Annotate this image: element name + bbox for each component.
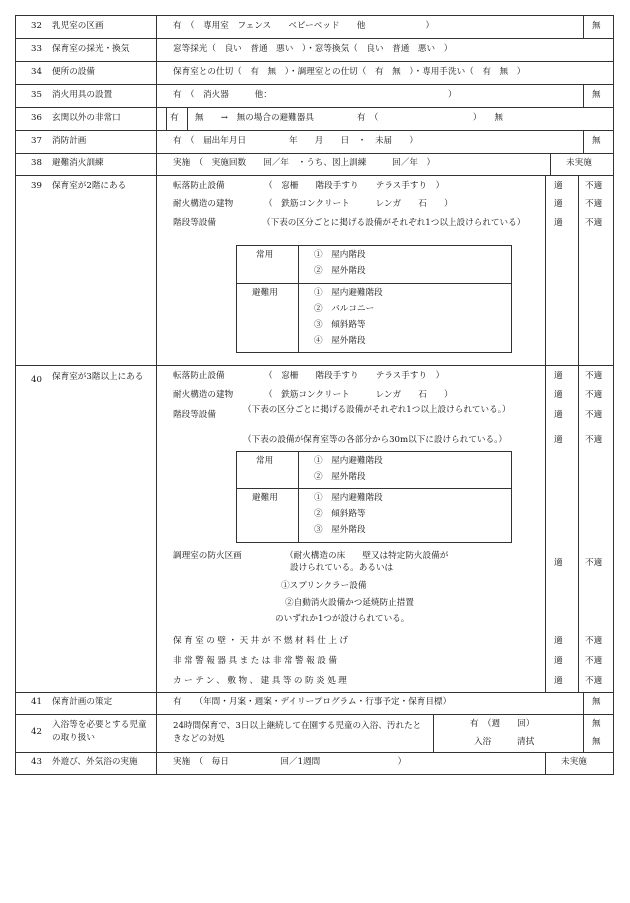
option-no-detail: 無 → 無の場合の避難器具 有 （ ） 無: [195, 113, 503, 123]
row-label: 保育室が3階以上にある: [52, 372, 144, 382]
stair-item: ② バルコニー: [314, 304, 375, 314]
item-detail: （ 窓柵 階段手すり テラス手すり ）: [264, 181, 445, 191]
cook-label: 調理室の防火区画: [173, 551, 242, 561]
item-name: 耐火構造の建物: [173, 199, 234, 209]
result-none: 無: [592, 697, 601, 707]
extra-item: 非常警報器具または非常警報設備: [173, 656, 340, 666]
stair-item: ④ 屋外階段: [314, 336, 366, 346]
item-detail: （ 鉄筋コンクリート レンガ 石 ）: [264, 199, 453, 209]
cook-line: ①スプリンクラー設備: [281, 581, 367, 591]
stair-item: ② 屋外階段: [314, 472, 366, 482]
row-label: 避難消火訓練: [52, 158, 104, 168]
distance-note: （下表の設備が保育室等の各部分から30m以下に設けられている。）: [243, 435, 508, 445]
ok-mark: 適: [554, 656, 563, 666]
row-number: 33: [31, 44, 42, 54]
bath-frequency: 有 （週 回）: [470, 719, 535, 729]
ng-mark: 不適: [585, 199, 603, 209]
ok-mark: 適: [554, 371, 563, 381]
row-label: 消火用具の設置: [52, 90, 113, 100]
row-label: 入浴等を必要とする児童の取り扱い: [52, 720, 147, 743]
ok-mark: 適: [554, 435, 563, 445]
ok-mark: 適: [554, 636, 563, 646]
ng-mark: 不適: [585, 676, 603, 686]
cook-line: （耐火構造の床 壁又は特定防火設備が: [285, 551, 449, 561]
result-not-done: 未実施: [561, 757, 587, 767]
bath-method: 入浴 清拭: [474, 737, 535, 747]
ng-mark: 不適: [585, 656, 603, 666]
row-label: 保育室が2階にある: [52, 181, 127, 191]
result-none: 無: [592, 21, 601, 31]
row-number: 39: [31, 181, 42, 191]
frame-left: [15, 15, 16, 774]
row-label: 保育室の採光・換気: [52, 44, 130, 54]
stair-item: ③ 屋外階段: [314, 525, 366, 535]
row-number: 32: [31, 21, 42, 31]
item-name: 耐火構造の建物: [173, 390, 234, 400]
ok-mark: 適: [554, 676, 563, 686]
category-label: 避難用: [252, 288, 278, 298]
row-label: 乳児室の区画: [52, 21, 104, 31]
row-content: 実施 （ 実施回数 回／年 ・うち、図上訓練 回／年 ）: [173, 158, 436, 168]
row-number: 35: [31, 90, 42, 100]
ng-mark: 不適: [585, 218, 603, 228]
item-name: 階段等設備: [173, 218, 216, 228]
ng-mark: 不適: [585, 390, 603, 400]
option-yes: 有: [170, 113, 179, 123]
stair-item: ① 屋内避難階段: [314, 493, 383, 503]
row-number: 43: [31, 757, 42, 767]
row-number: 41: [31, 697, 42, 707]
ok-mark: 適: [554, 199, 563, 209]
stair-item: ② 傾斜路等: [314, 509, 366, 519]
item-name: 階段等設備: [173, 410, 216, 420]
ng-mark: 不適: [585, 435, 603, 445]
row-number: 40: [31, 375, 42, 385]
row-label: 保育計画の策定: [52, 697, 113, 707]
extra-item: カーテン、敷物、建具等の防炎処理: [173, 676, 350, 686]
row-number: 36: [31, 113, 42, 123]
category-label: 避難用: [252, 493, 278, 503]
item-detail: （下表の区分ごとに掲げる設備がそれぞれ1つ以上設けられている）: [262, 218, 526, 228]
ok-mark: 適: [554, 410, 563, 420]
frame-right: [613, 15, 614, 774]
stair-item: ③ 傾斜路等: [314, 320, 366, 330]
result-none: 無: [592, 90, 601, 100]
ng-mark: 不適: [585, 181, 603, 191]
ok-mark: 適: [554, 181, 563, 191]
ng-mark: 不適: [585, 410, 603, 420]
item-name: 転落防止設備: [173, 181, 225, 191]
stair-item: ① 屋内避難階段: [314, 288, 383, 298]
ng-mark: 不適: [585, 636, 603, 646]
result-none: 無: [592, 719, 601, 729]
row-number: 38: [31, 158, 42, 168]
item-detail: （下表の区分ごとに掲げる設備がそれぞれ1つ以上設けられている。）: [243, 405, 511, 415]
row-content: 実施 （ 毎日 回／1週間 ）: [173, 757, 407, 767]
row-content: 保育室との仕切（ 有 無 ）・調理室との仕切（ 有 無 ）・専用手洗い（ 有 無 ）: [173, 67, 526, 77]
item-detail: （ 窓柵 階段手すり テラス手すり ）: [264, 371, 445, 381]
stair-table: [236, 245, 512, 353]
category-label: 常用: [256, 456, 274, 466]
stair-item: ① 屋内階段: [314, 250, 366, 260]
stair-item: ① 屋内避難階段: [314, 456, 383, 466]
category-label: 常用: [256, 250, 274, 260]
result-none: 無: [592, 737, 601, 747]
row-label: 消防計画: [52, 136, 87, 146]
extra-item: 保育室の壁・天井が不燃材料仕上げ: [173, 636, 351, 646]
row-label: 便所の設備: [52, 67, 95, 77]
cook-line: のいずれか1つが設けられている。: [275, 614, 410, 624]
row-content: 有 （ 消火器 他： ）: [173, 90, 457, 100]
row-content: 24時間保育で、3日以上継続して在園する児童の入浴、汚れたときなどの対処: [173, 721, 422, 744]
ok-mark: 適: [554, 558, 563, 568]
result-not-done: 未実施: [566, 158, 592, 168]
ok-mark: 適: [554, 218, 563, 228]
row-number: 42: [31, 727, 42, 737]
ng-mark: 不適: [585, 371, 603, 381]
label-column-divider: [156, 15, 157, 774]
row-label: 外遊び、外気浴の実施: [52, 757, 138, 767]
item-name: 転落防止設備: [173, 371, 225, 381]
ok-mark: 適: [554, 390, 563, 400]
result-none: 無: [592, 136, 601, 146]
row-label: 玄関以外の非常口: [52, 113, 121, 123]
cook-line: ②自動消火設備かつ延焼防止措置: [285, 598, 414, 608]
row-content: 有 （年間・月案・週案・デイリープログラム・行事予定・保育目標）: [173, 697, 452, 707]
item-detail: （ 鉄筋コンクリート レンガ 石 ）: [264, 390, 453, 400]
stair-item: ② 屋外階段: [314, 266, 366, 276]
row-number: 34: [31, 67, 42, 77]
row-content: 有 （ 届出年月日 年 月 日 ・ 未届 ）: [173, 136, 418, 146]
cook-line: 設けられている。あるいは: [290, 563, 394, 573]
row-content: 有 （ 専用室 フェンス ベビーベッド 他 ）: [173, 21, 435, 31]
row-number: 37: [31, 136, 42, 146]
row-content: 窓等採光（ 良い 普通 悪い ）・窓等換気（ 良い 普通 悪い ）: [173, 44, 453, 54]
ng-mark: 不適: [585, 558, 603, 568]
